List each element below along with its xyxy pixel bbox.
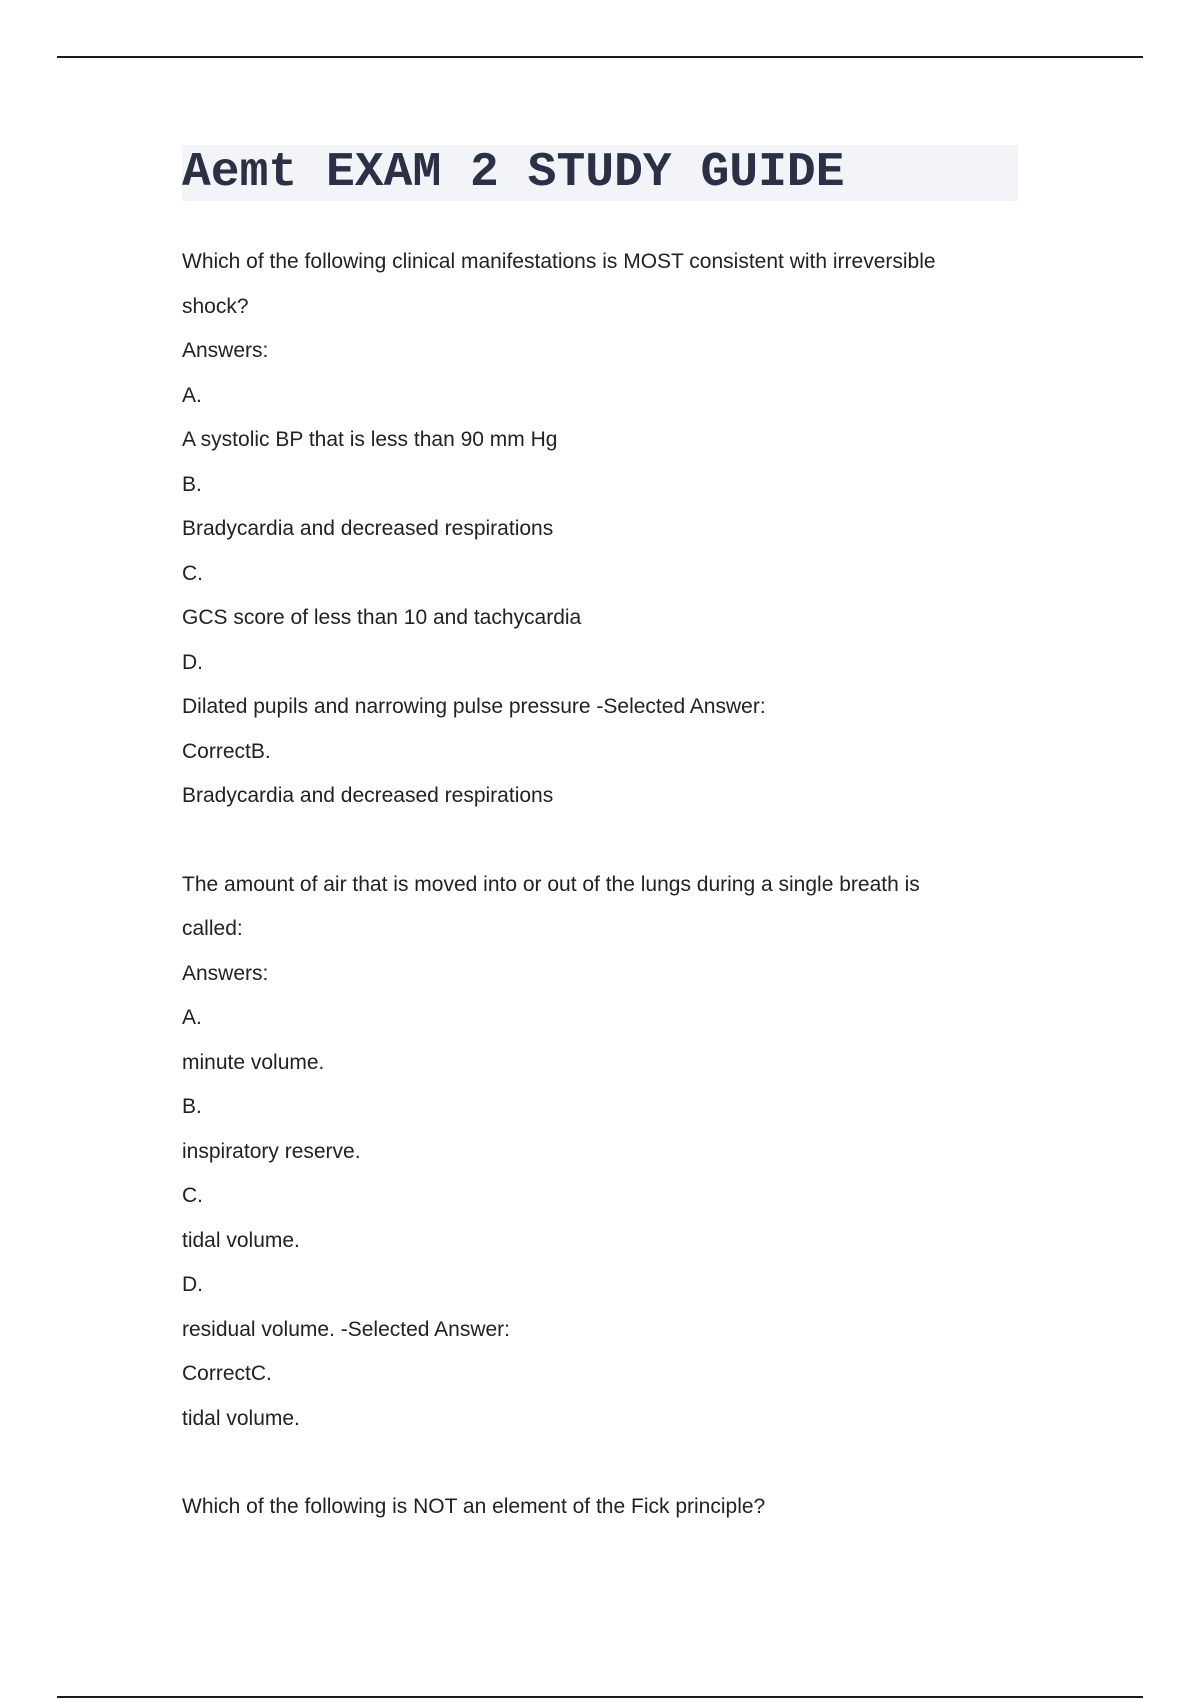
question-2-option-b-label: B. (182, 1095, 202, 1118)
question-1-correct-text: Bradycardia and decreased respirations (182, 784, 554, 807)
question-1-option-d-label: D. (182, 650, 203, 674)
question-1-answers-label: Answers: (182, 339, 269, 362)
question-2-stem-line-2: called: (182, 917, 243, 940)
document-body (182, 145, 1022, 1530)
question-1-correct-label: CorrectB. (182, 739, 271, 763)
question-1-option-c-label: C. (182, 561, 203, 585)
question-3 (182, 1485, 1022, 1530)
question-2-stem-line-1: The amount of air that is moved into or out of the lungs during a single breath is (182, 872, 920, 896)
question-2-option-a-label: A. (182, 1006, 202, 1029)
question-2-correct-label: CorrectC. (182, 1362, 272, 1385)
question-1-option-d-text: Dilated pupils and narrowing pulse pressure -Selected Answer: (182, 695, 766, 718)
question-2-option-c-label: C. (182, 1184, 203, 1207)
question-2 (182, 863, 1022, 1442)
question-2-option-a-text: minute volume. (182, 1050, 325, 1074)
question-2-option-d-text: residual volume. -Selected Answer: (182, 1317, 510, 1341)
top-rule (57, 56, 1143, 58)
question-1-option-b-label: B. (182, 472, 202, 496)
question-2-answers-label: Answers: (182, 961, 269, 985)
question-1-option-c-text: GCS score of less than 10 and tachycardia (182, 606, 582, 629)
question-2-option-c-text: tidal volume. (182, 1228, 300, 1252)
question-1-stem-line-1: Which of the following clinical manifestations is MOST consistent with irreversible (182, 250, 936, 273)
question-1-option-a-label: A. (182, 383, 202, 407)
question-1-option-b-text: Bradycardia and decreased respirations (182, 517, 554, 540)
bottom-rule (57, 1696, 1143, 1698)
question-3-stem-line-1: Which of the following is NOT an element of the Fick principle? (182, 1495, 766, 1518)
question-1-option-a-text: A systolic BP that is less than 90 mm Hg (182, 428, 558, 451)
question-1-stem-line-2: shock? (182, 294, 249, 318)
question-2-option-b-text: inspiratory reserve. (182, 1139, 361, 1163)
question-2-option-d-label: D. (182, 1273, 203, 1296)
question-1 (182, 240, 1022, 819)
question-2-correct-text: tidal volume. (182, 1406, 300, 1430)
page-title: Aemt EXAM 2 STUDY GUIDE (182, 146, 845, 200)
title-banner (182, 145, 1018, 201)
